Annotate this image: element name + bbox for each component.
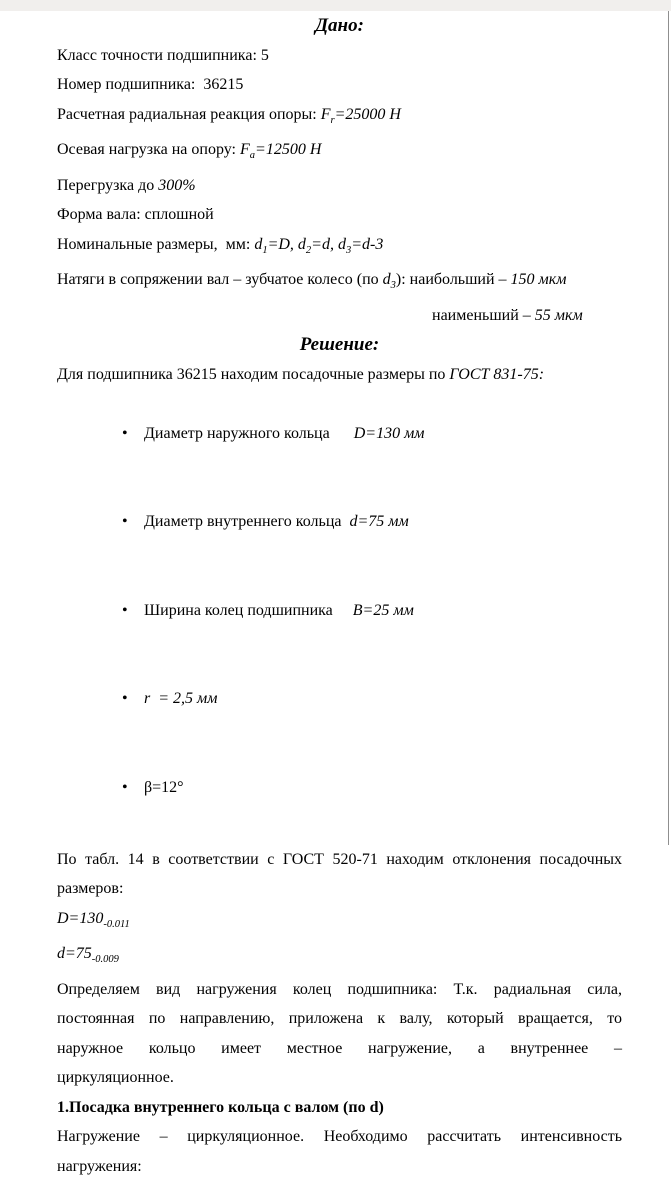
deviation-d-line bbox=[57, 939, 622, 975]
text-segment: d bbox=[338, 236, 346, 253]
loading-paragraph-line-4 bbox=[57, 1063, 622, 1093]
text-segment: наружное кольцо имеет местное нагружение, а внутреннее – bbox=[57, 1040, 622, 1057]
given-line-bearing-number bbox=[57, 70, 622, 100]
text-segment: d bbox=[298, 236, 306, 253]
text-segment: Номер подшипника: 36215 bbox=[57, 76, 243, 93]
bullet-item-ring-width bbox=[57, 566, 622, 655]
text-segment: Форма вала: сплошной bbox=[57, 206, 214, 223]
document-page bbox=[0, 11, 668, 845]
text-segment: Для подшипника 36215 находим посадочные размеры по bbox=[57, 366, 449, 383]
bullet-item-beta-angle bbox=[57, 743, 622, 832]
text-segment: B=25 мм bbox=[353, 602, 414, 619]
given-line-interference bbox=[57, 265, 622, 301]
text-segment: Диаметр наружного кольца bbox=[144, 425, 354, 442]
text-segment: 1.Посадка внутреннего кольца с валом (по d) bbox=[57, 1099, 384, 1116]
text-segment: 300% bbox=[158, 177, 195, 194]
loading-paragraph-line-1 bbox=[57, 975, 622, 1005]
text-segment: По табл. 14 в соответствии с ГОСТ 520-71 находим отклонения посадочных bbox=[57, 851, 622, 868]
text-segment: =D, bbox=[268, 236, 298, 253]
text-segment: ): наибольший – bbox=[396, 271, 511, 288]
text-segment: Ширина колец подшипника bbox=[144, 602, 353, 619]
given-line-accuracy-class bbox=[57, 41, 622, 71]
bullet-text bbox=[144, 602, 414, 619]
text-segment: =12500 Н bbox=[255, 141, 321, 158]
text-segment: F bbox=[240, 141, 250, 158]
deviation-D-line bbox=[57, 904, 622, 940]
section1-paragraph-line-1 bbox=[57, 1122, 622, 1152]
text-segment: постоянная по направлению, приложена к валу, который вращается, то bbox=[57, 1010, 622, 1027]
text-segment: a bbox=[250, 150, 255, 161]
bullet-item-outer-diameter bbox=[57, 389, 622, 478]
text-segment: -0.009 bbox=[92, 954, 119, 965]
deviations-intro-line-2 bbox=[57, 874, 622, 904]
given-line-axial-load bbox=[57, 135, 622, 171]
text-segment: d bbox=[254, 236, 262, 253]
text-segment: D=130 мм bbox=[354, 425, 425, 442]
text-segment: r bbox=[331, 115, 335, 126]
bullet-marker: • bbox=[122, 596, 144, 626]
page-edge-line bbox=[668, 11, 669, 845]
given-line-overload bbox=[57, 171, 622, 201]
bullet-text bbox=[144, 425, 425, 442]
bullet-marker: • bbox=[122, 773, 144, 803]
text-segment: нагружения: bbox=[57, 1158, 142, 1175]
text-segment: 55 мкм bbox=[535, 307, 583, 324]
text-segment: 2 bbox=[306, 245, 311, 256]
text-segment: -0.011 bbox=[103, 919, 129, 930]
text-segment: Диаметр внутреннего кольца bbox=[144, 513, 349, 530]
given-line-interference-min bbox=[432, 301, 622, 331]
app-background-strip bbox=[0, 0, 671, 11]
text-segment: F bbox=[321, 106, 331, 123]
section1-heading bbox=[57, 1093, 622, 1123]
bullet-item-radius bbox=[57, 655, 622, 744]
text-segment: d=75 мм bbox=[349, 513, 408, 530]
loading-paragraph-line-3 bbox=[57, 1034, 622, 1064]
bullet-marker: • bbox=[122, 507, 144, 537]
loading-paragraph-line-2 bbox=[57, 1004, 622, 1034]
text-segment: 3 bbox=[346, 245, 351, 256]
text-segment: Перегрузка до bbox=[57, 177, 158, 194]
text-segment: Класс точности подшипника: 5 bbox=[57, 47, 269, 64]
bullet-text bbox=[144, 779, 184, 796]
section1-paragraph-line-2 bbox=[57, 1152, 622, 1181]
deviations-intro-line-1 bbox=[57, 845, 622, 875]
text-segment: наименьший – bbox=[432, 307, 535, 324]
bullet-text bbox=[144, 690, 217, 707]
text-segment: Номинальные размеры, мм: bbox=[57, 236, 254, 253]
text-segment: размеров: bbox=[57, 880, 123, 897]
text-segment: =25000 Н bbox=[335, 106, 401, 123]
bullet-item-inner-diameter bbox=[57, 478, 622, 567]
document-content bbox=[57, 11, 622, 1181]
bullet-marker: • bbox=[122, 419, 144, 449]
text-segment: 3 bbox=[391, 280, 396, 291]
solution-intro-line bbox=[57, 360, 622, 390]
bullet-text bbox=[144, 513, 409, 530]
text-segment: Осевая нагрузка на опору: bbox=[57, 141, 240, 158]
given-line-shaft-form bbox=[57, 200, 622, 230]
text-segment: D=130 bbox=[57, 910, 103, 927]
text-segment: циркуляционное. bbox=[57, 1069, 174, 1086]
text-segment: r = 2,5 мм bbox=[144, 690, 217, 707]
text-segment: d bbox=[383, 271, 391, 288]
text-segment: β=12° bbox=[144, 779, 184, 796]
text-segment: ГОСТ 831-75: bbox=[449, 366, 544, 383]
text-segment: d=75 bbox=[57, 945, 92, 962]
text-segment: Расчетная радиальная реакция опоры: bbox=[57, 106, 321, 123]
text-segment: Натяги в сопряжении вал – зубчатое колесо (по bbox=[57, 271, 383, 288]
text-segment: Определяем вид нагружения колец подшипника: Т.к. радиальная сила, bbox=[57, 981, 622, 998]
text-segment: =d-3 bbox=[351, 236, 383, 253]
text-segment: 150 мкм bbox=[511, 271, 567, 288]
bullet-marker: • bbox=[122, 684, 144, 714]
given-heading: Дано: bbox=[57, 11, 622, 41]
solution-heading: Решение: bbox=[57, 330, 622, 360]
text-segment: 1 bbox=[262, 245, 267, 256]
text-segment: Нагружение – циркуляционное. Необходимо рассчитать интенсивность bbox=[57, 1128, 622, 1145]
given-line-nominal-sizes bbox=[57, 230, 622, 266]
text-segment: =d, bbox=[311, 236, 338, 253]
given-line-radial-reaction bbox=[57, 100, 622, 136]
